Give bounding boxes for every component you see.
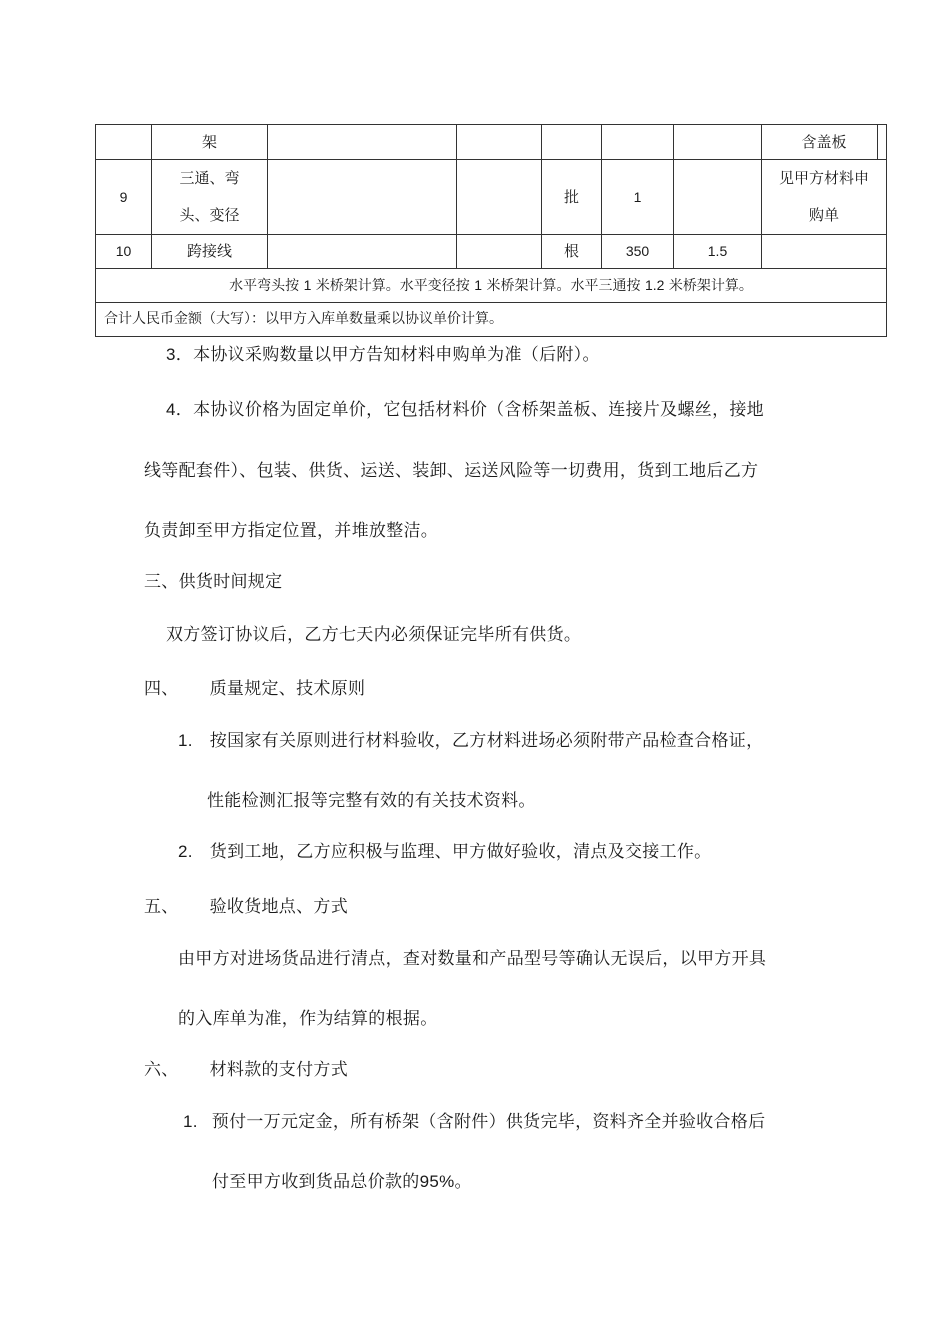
table-row [96, 160, 887, 235]
table-row [96, 125, 887, 160]
item-note: 含盖板 [762, 125, 887, 160]
item-number: 10 [96, 235, 152, 269]
quality-item-1-line1: 1. 按国家有关原则进行材料验收，乙方材料进场必须附带产品检查合格证， [178, 731, 764, 751]
item-number: 9 [96, 160, 152, 235]
item-unit-price: 1.5 [674, 235, 762, 269]
clause-3: 3．本协议采购数量以甲方告知材料申购单为准（后附）。 [166, 345, 600, 365]
item-quantity: 1 [602, 160, 674, 235]
section-5-heading: 五、 验收货地点、方式 [144, 897, 349, 917]
materials-table [95, 124, 887, 337]
payment-item-1-line2: 付至甲方收到货品总价款的95%。 [212, 1172, 472, 1192]
item-name: 架 [152, 125, 268, 160]
payment-item-1-line1: 1. 预付一万元定金，所有桥架（含附件）供货完毕，资料齐全并验收合格后 [183, 1112, 766, 1132]
item-unit: 根 [542, 235, 602, 269]
section-5-line2: 的入库单为准，作为结算的根据。 [178, 1009, 438, 1029]
table-row [96, 269, 887, 303]
section-6-heading: 六、 材料款的支付方式 [144, 1060, 349, 1080]
table-row [96, 235, 887, 269]
quality-item-1-line2: 性能检测汇报等完整有效的有关技术资料。 [207, 791, 536, 811]
section-4-heading: 四、 质量规定、技术原则 [144, 679, 366, 699]
table-edge-fragment [877, 124, 887, 160]
section-3-heading: 三、供货时间规定 [144, 572, 283, 592]
clause-4-line2: 线等配套件）、包装、供货、运送、装卸、运送风险等一切费用，货到工地后乙方 [144, 461, 759, 481]
item-name: 跨接线 [152, 235, 268, 269]
section-3-text: 双方签订协议后，乙方七天内必须保证完毕所有供货。 [166, 625, 582, 645]
table-remark: 水平弯头按 1 米桥架计算。水平变径按 1 米桥架计算。水平三通按 1.2 米桥架计算。 [96, 269, 887, 303]
table-total: 合计人民币金额（大写）：以甲方入库单数量乘以协议单价计算。 [96, 303, 887, 337]
item-note: 见甲方材料申 购单 [762, 160, 887, 235]
clause-4-line3: 负责卸至甲方指定位置，并堆放整洁。 [144, 521, 439, 541]
item-name: 三通、弯 头、变径 [152, 160, 268, 235]
clause-4-line1: 4．本协议价格为固定单价，它包括材料价（含桥架盖板、连接片及螺丝，接地 [166, 400, 764, 420]
item-quantity: 350 [602, 235, 674, 269]
table-row [96, 303, 887, 337]
quality-item-2: 2. 货到工地，乙方应积极与监理、甲方做好验收，清点及交接工作。 [178, 842, 712, 862]
item-unit: 批 [542, 160, 602, 235]
section-5-line1: 由甲方对进场货品进行清点，查对数量和产品型号等确认无误后，以甲方开具 [178, 949, 767, 969]
